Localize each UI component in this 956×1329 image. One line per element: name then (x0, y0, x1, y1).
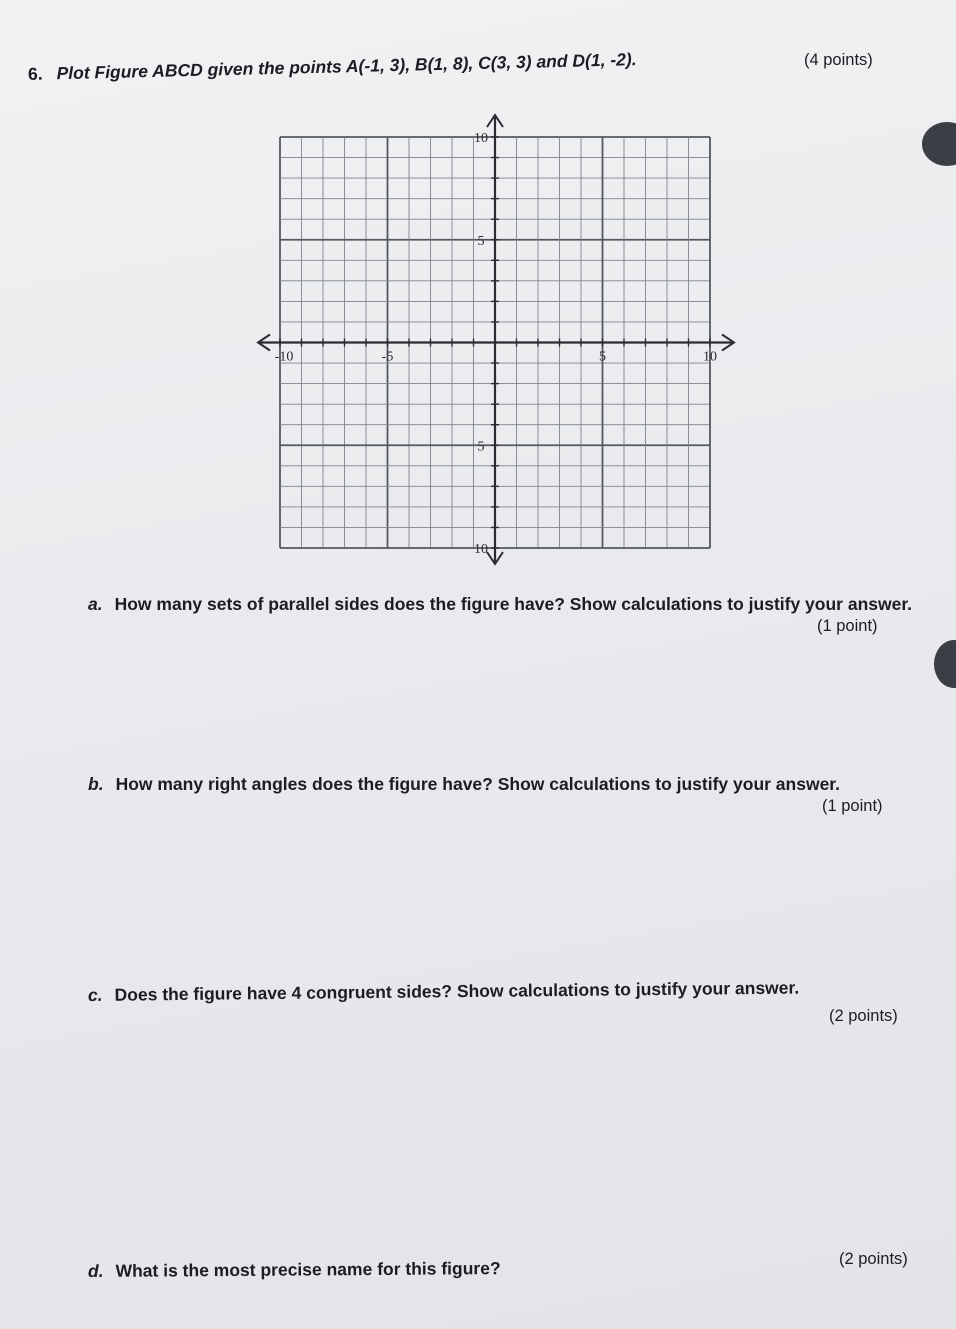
part-c-question (88, 978, 799, 1006)
part-d-letter: d. (87, 1260, 104, 1281)
part-d-question (88, 1258, 501, 1282)
part-a-points: (1 point) (817, 617, 878, 635)
part-c-text: Does the figure have 4 congruent sides? Show calculations to justify your answer. (114, 977, 800, 1005)
question-points: (4 points) (804, 51, 873, 69)
part-a-letter: a. (88, 594, 103, 614)
part-c-letter: c. (87, 984, 103, 1005)
x-tick-label: -10 (274, 349, 294, 365)
x-tick-label: -5 (381, 349, 394, 365)
x-tick-label: 5 (599, 349, 606, 365)
y-tick-label: 10 (474, 131, 488, 146)
part-c-points: (2 points) (829, 1007, 898, 1025)
part-b-points: (1 point) (822, 797, 883, 815)
y-tick-label: 5 (477, 233, 485, 249)
x-tick-label: 10 (703, 349, 717, 365)
part-d-text: What is the most precise name for this figure? (115, 1258, 501, 1281)
part-a-text: How many sets of parallel sides does the figure have? Show calculations to justify your answer. (114, 594, 913, 614)
question-number: 6. (27, 63, 43, 84)
page-edge-mark (934, 640, 956, 688)
part-d-points: (2 points) (839, 1250, 908, 1268)
part-b-letter: b. (88, 774, 104, 794)
axes (258, 115, 734, 564)
coordinate-grid (0, 0, 956, 600)
part-b-question (88, 774, 840, 795)
question-text: Plot Figure ABCD given the points A(-1, 3), B(1, 8), C(3, 3) and D(1, -2). (56, 49, 637, 84)
part-a-question (88, 594, 912, 615)
y-tick-label: 5 (477, 439, 485, 455)
part-b-text: How many right angles does the figure have? Show calculations to justify your answer. (115, 774, 841, 794)
y-tick-label: 10 (474, 542, 488, 557)
